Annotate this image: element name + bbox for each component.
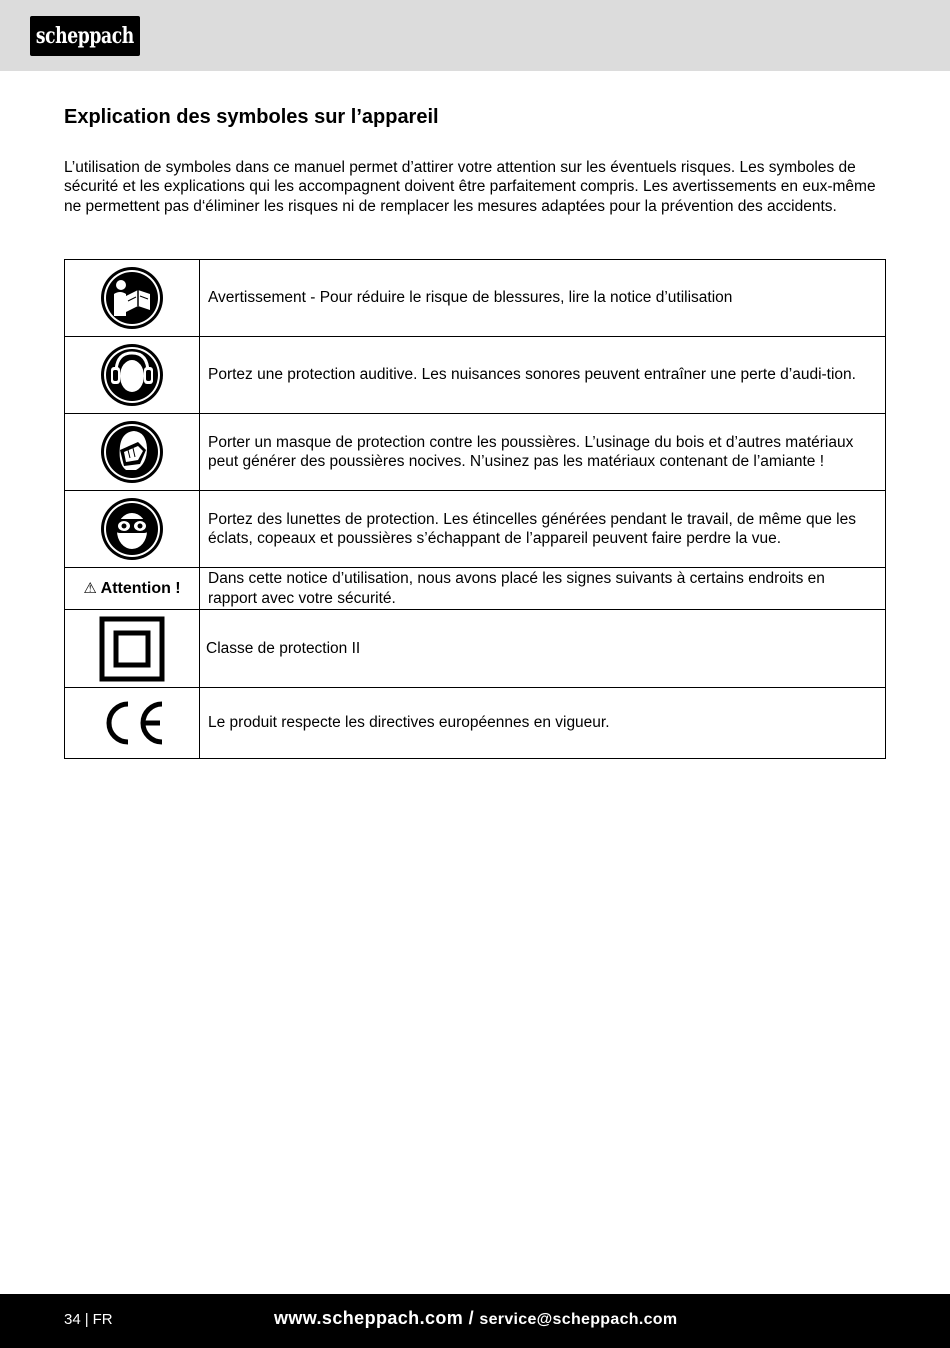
symbol-row-attention — [65, 568, 886, 610]
page-number: 34 — [64, 1311, 81, 1328]
symbol-description: Portez une protection auditive. Les nuisances sonores peuvent entraîner une perte d’audi-tion. — [200, 337, 886, 414]
symbol-description: Avertissement - Pour réduire le risque de blessures, lire la notice d’utilisation — [200, 260, 886, 337]
symbol-description: Le produit respecte les directives européennes en vigueur. — [200, 688, 886, 759]
symbols-table — [64, 259, 886, 759]
email-link[interactable]: service@scheppach.com — [479, 1311, 678, 1328]
symbol-cell — [65, 568, 200, 610]
language-code: FR — [92, 1311, 113, 1328]
page-indicator — [64, 1311, 113, 1328]
symbol-row-safety-goggles — [65, 491, 886, 568]
scheppach-logo — [30, 16, 140, 56]
symbol-description: Dans cette notice d’utilisation, nous avons placé les signes suivants à certains endroits en rapport avec votre sécurité. — [200, 568, 886, 610]
symbol-row-ce-mark — [65, 688, 886, 759]
warning-triangle-icon: ⚠ — [83, 580, 97, 597]
symbol-cell — [65, 414, 200, 491]
footer-bar — [0, 1294, 950, 1348]
symbol-row-dust-mask — [65, 414, 886, 491]
symbol-cell — [65, 337, 200, 414]
symbol-row-read-manual — [65, 260, 886, 337]
symbol-cell — [65, 688, 200, 759]
symbol-description: Classe de protection II — [200, 610, 886, 688]
symbol-cell — [65, 610, 200, 688]
read-manual-icon — [100, 266, 164, 330]
symbol-cell — [65, 260, 200, 337]
header-bar — [0, 0, 950, 71]
symbol-row-protection-class — [65, 610, 886, 688]
dust-mask-icon — [100, 420, 164, 484]
page-separator: | — [84, 1311, 89, 1328]
ce-mark-icon — [98, 699, 166, 747]
attention-label — [83, 580, 180, 597]
symbol-description: Porter un masque de protection contre les poussières. L’usinage du bois et d’autres matériaux peut générer des poussières nocives. N’usinez pas les matériaux contenant de l’amiante ! — [200, 414, 886, 491]
intro-paragraph: L’utilisation de symboles dans ce manuel permet d’attirer votre attention sur les éventuels risques. Les symboles de sécurité et les explications qui les accompagnent doivent être parfaitement compris. Les avertissements en eux-même ne permettent pas d‘éliminer les risques ni de remplacer les mesures adaptées pour la prévention des accidents. — [64, 159, 876, 215]
logo-text: scheppach — [35, 23, 135, 49]
page-title: Explication des symboles sur l’appareil — [64, 106, 439, 128]
protection-class-2-icon — [99, 616, 165, 682]
footer-contact — [274, 1308, 677, 1329]
symbol-row-ear-protection — [65, 337, 886, 414]
ear-protection-icon — [100, 343, 164, 407]
attention-text: Attention ! — [100, 580, 181, 597]
symbol-cell — [65, 491, 200, 568]
symbol-description: Portez des lunettes de protection. Les étincelles générées pendant le travail, de même que les éclats, copeaux et poussières s’échappant de l’appareil peuvent faire perdre la vue. — [200, 491, 886, 568]
safety-goggles-icon — [100, 497, 164, 561]
website-link[interactable]: www.scheppach.com / — [274, 1308, 474, 1328]
